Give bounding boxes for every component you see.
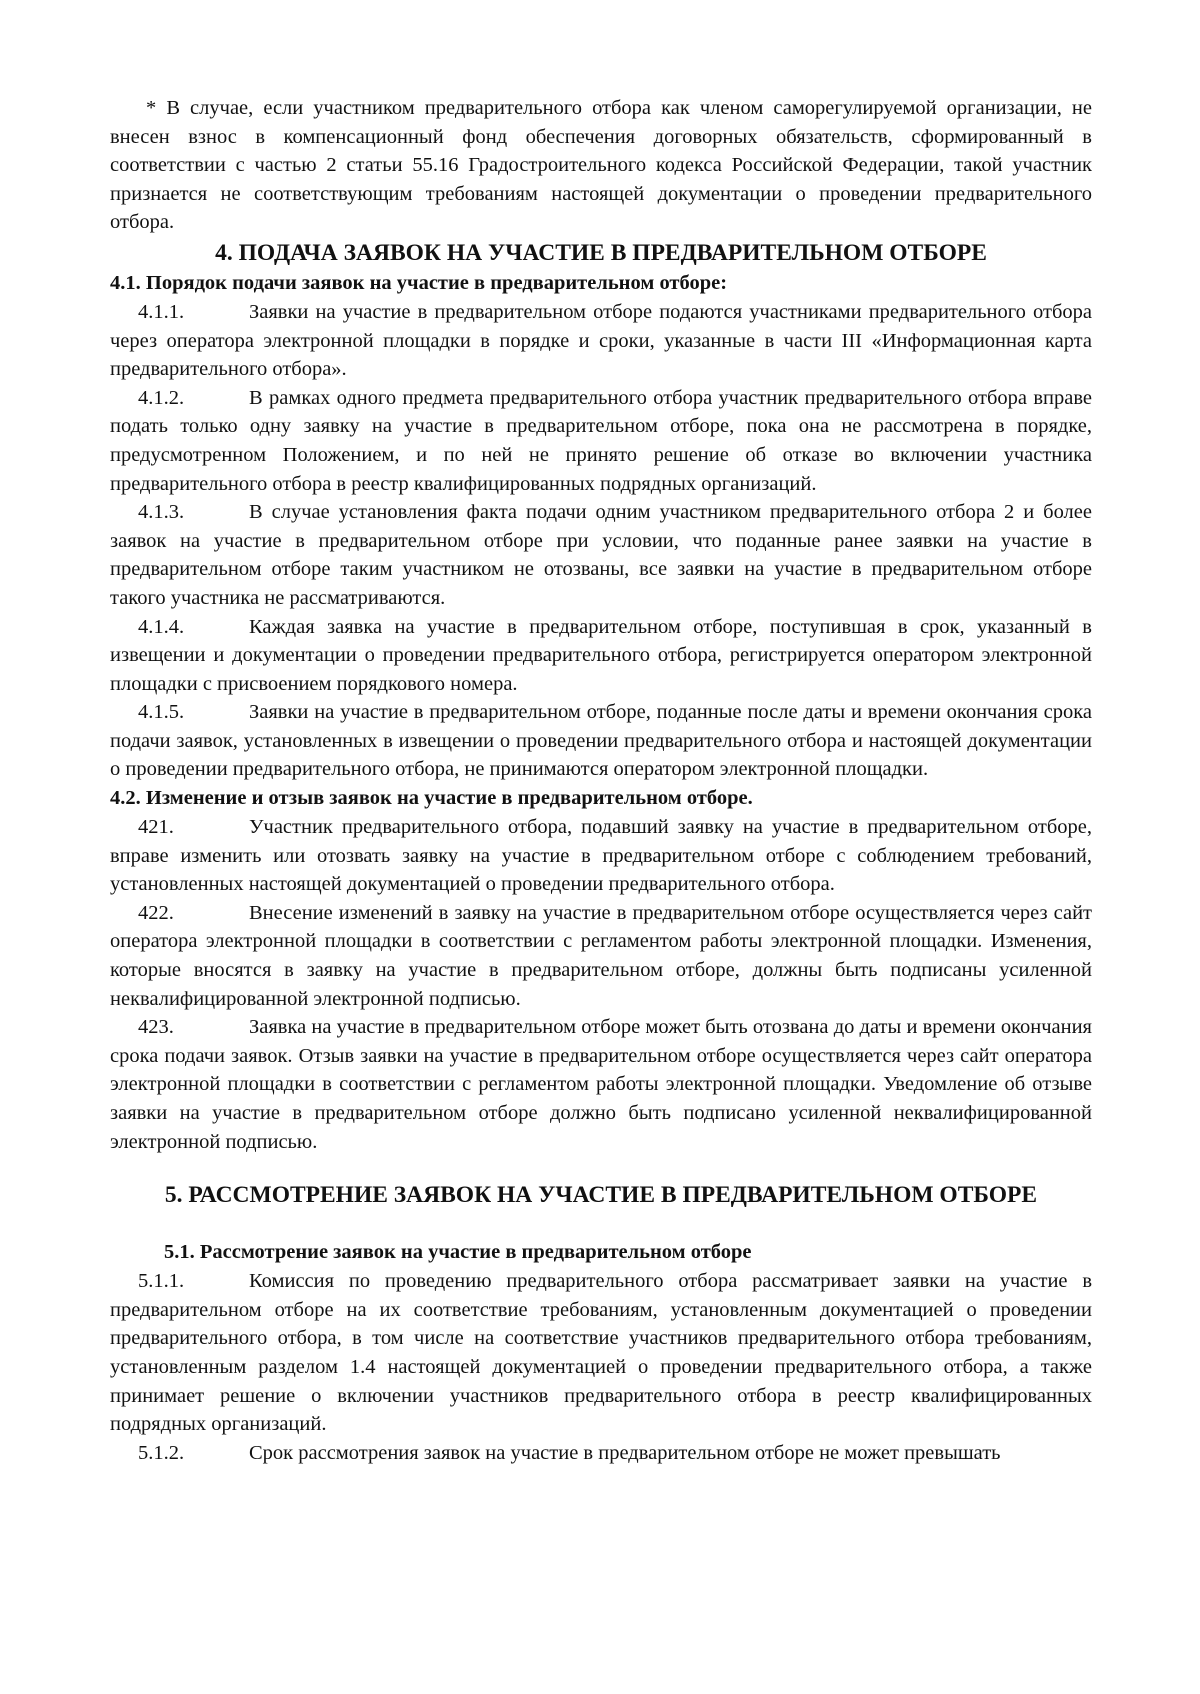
clause-number: 4.1.1. [138, 300, 185, 323]
clause-text: Участник предварительного отбора, подавший заявку на участие в предварительном отборе, вправе изменить или отозвать заявку на участие в предварительном отборе с соблюдением требований, установленных настоящей документацией о проведении предварительного отбора. [110, 816, 1092, 896]
section-4-title: 4. ПОДАЧА ЗАЯВОК НА УЧАСТИЕ В ПРЕДВАРИТЕЛЬНОМ ОТБОРЕ [215, 239, 987, 266]
clause-5-1-1 [110, 1267, 1092, 1439]
subsection-5-1-title: 5.1. Рассмотрение заявок на участие в предварительном отборе [164, 1241, 752, 1264]
clause-number: 421. [138, 816, 174, 839]
intro-footnote: * В случае, если участником предварительного отбора как членом саморегулируемой организации, не внесен взнос в компенсационный фонд обеспечения договорных обязательств, сформированный в соответствии с частью 2 статьи 55.16 Градостроительного кодекса Российской Федерации, такой участник признается не соответствующим требованиям настоящей документации о проведении предварительного отбора. [110, 97, 1092, 234]
clause-text: В рамках одного предмета предварительного отбора участник предварительного отбора вправе подать только одну заявку на участие в предварительном отборе, пока она не рассмотрена в порядке, предусмотренном Положением, и по ней не принято решение об отказе во включении участника предварительного отбора в реестр квалифицированных подрядных организаций. [110, 386, 1092, 495]
subsection-4-1-title: 4.1. Порядок подачи заявок на участие в предварительном отборе: [110, 271, 728, 294]
clause-text: Заявки на участие в предварительном отборе, поданные после даты и времени окончания срока подачи заявок, установленных в извещении о проведении предварительного отбора и настоящей документации о проведении предварительного отбора, не принимаются оператором электронной площадки. [110, 701, 1092, 781]
clause-number: 423. [138, 1016, 174, 1039]
clause-number: 5.1.2. [138, 1441, 185, 1464]
clause-4-1-2 [110, 384, 1092, 498]
clause-5-1-2 [110, 1439, 1092, 1468]
clause-number: 4.1.5. [138, 701, 185, 724]
clause-number: 5.1.1. [138, 1270, 185, 1293]
clause-4-1-3 [110, 498, 1092, 612]
clause-text: Срок рассмотрения заявок на участие в предварительном отборе не может превышать [249, 1441, 1001, 1464]
clause-text: Каждая заявка на участие в предварительном отборе, поступившая в срок, указанный в извещении и документации о проведении предварительного отбора, регистрируется оператором электронной площадки с присвоением порядкового номера. [110, 615, 1092, 695]
clause-4-2-3 [110, 1013, 1092, 1156]
clause-text: Внесение изменений в заявку на участие в предварительном отборе осуществляется через сайт оператора электронной площадки в соответствии с регламентом работы электронной площадки. Изменения, которые вносятся в заявку на участие в предварительном отборе, должны быть подписаны усиленной неквалифицированной электронной подписью. [110, 901, 1092, 1010]
section-5-title: 5. РАССМОТРЕНИЕ ЗАЯВОК НА УЧАСТИЕ В ПРЕДВАРИТЕЛЬНОМ ОТБОРЕ [164, 1182, 1038, 1209]
clause-number: 4.1.2. [138, 386, 185, 409]
clause-4-1-5 [110, 698, 1092, 784]
clause-text: Комиссия по проведению предварительного отбора рассматривает заявки на участие в предварительном отборе на их соответствие требованиям, установленным документацией о проведении предварительного отбора, в том числе на соответствие участников предварительного отбора требованиям, установленным разделом 1.4 настоящей документацией о проведении предварительного отбора, а также принимает решение о включении участников предварительного отбора в реестр квалифицированных подрядных организаций. [110, 1270, 1092, 1436]
clause-4-1-1 [110, 298, 1092, 384]
clause-text: Заявка на участие в предварительном отборе может быть отозвана до даты и времени окончания срока подачи заявок. Отзыв заявки на участие в предварительном отборе осуществляется через сайт оператора электронной площадки в соответствии с регламентом работы электронной площадки. Уведомление об отзыве заявки на участие в предварительном отборе должно быть подписано усиленной неквалифицированной электронной подписью. [110, 1016, 1092, 1153]
subsection-4-2-title: 4.2. Изменение и отзыв заявок на участие в предварительном отборе. [110, 787, 753, 810]
clause-text: Заявки на участие в предварительном отборе подаются участниками предварительного отбора через оператора электронной площадки в порядке и сроки, указанные в части III «Информационная карта предварительного отбора». [110, 300, 1092, 381]
clause-number: 4.1.3. [138, 501, 185, 524]
clause-4-2-2 [110, 899, 1092, 1013]
clause-4-2-1 [110, 813, 1092, 899]
clause-number: 4.1.4. [138, 615, 185, 638]
clause-text: В случае установления факта подачи одним участником предварительного отбора 2 и более заявок на участие в предварительном отборе при условии, что поданные ранее заявки на участие в предварительном отборе таким участником не отозваны, все заявки на участие в предварительном отборе такого участника не рассматриваются. [110, 501, 1092, 609]
clause-number: 422. [138, 901, 174, 924]
clause-4-1-4 [110, 613, 1092, 699]
